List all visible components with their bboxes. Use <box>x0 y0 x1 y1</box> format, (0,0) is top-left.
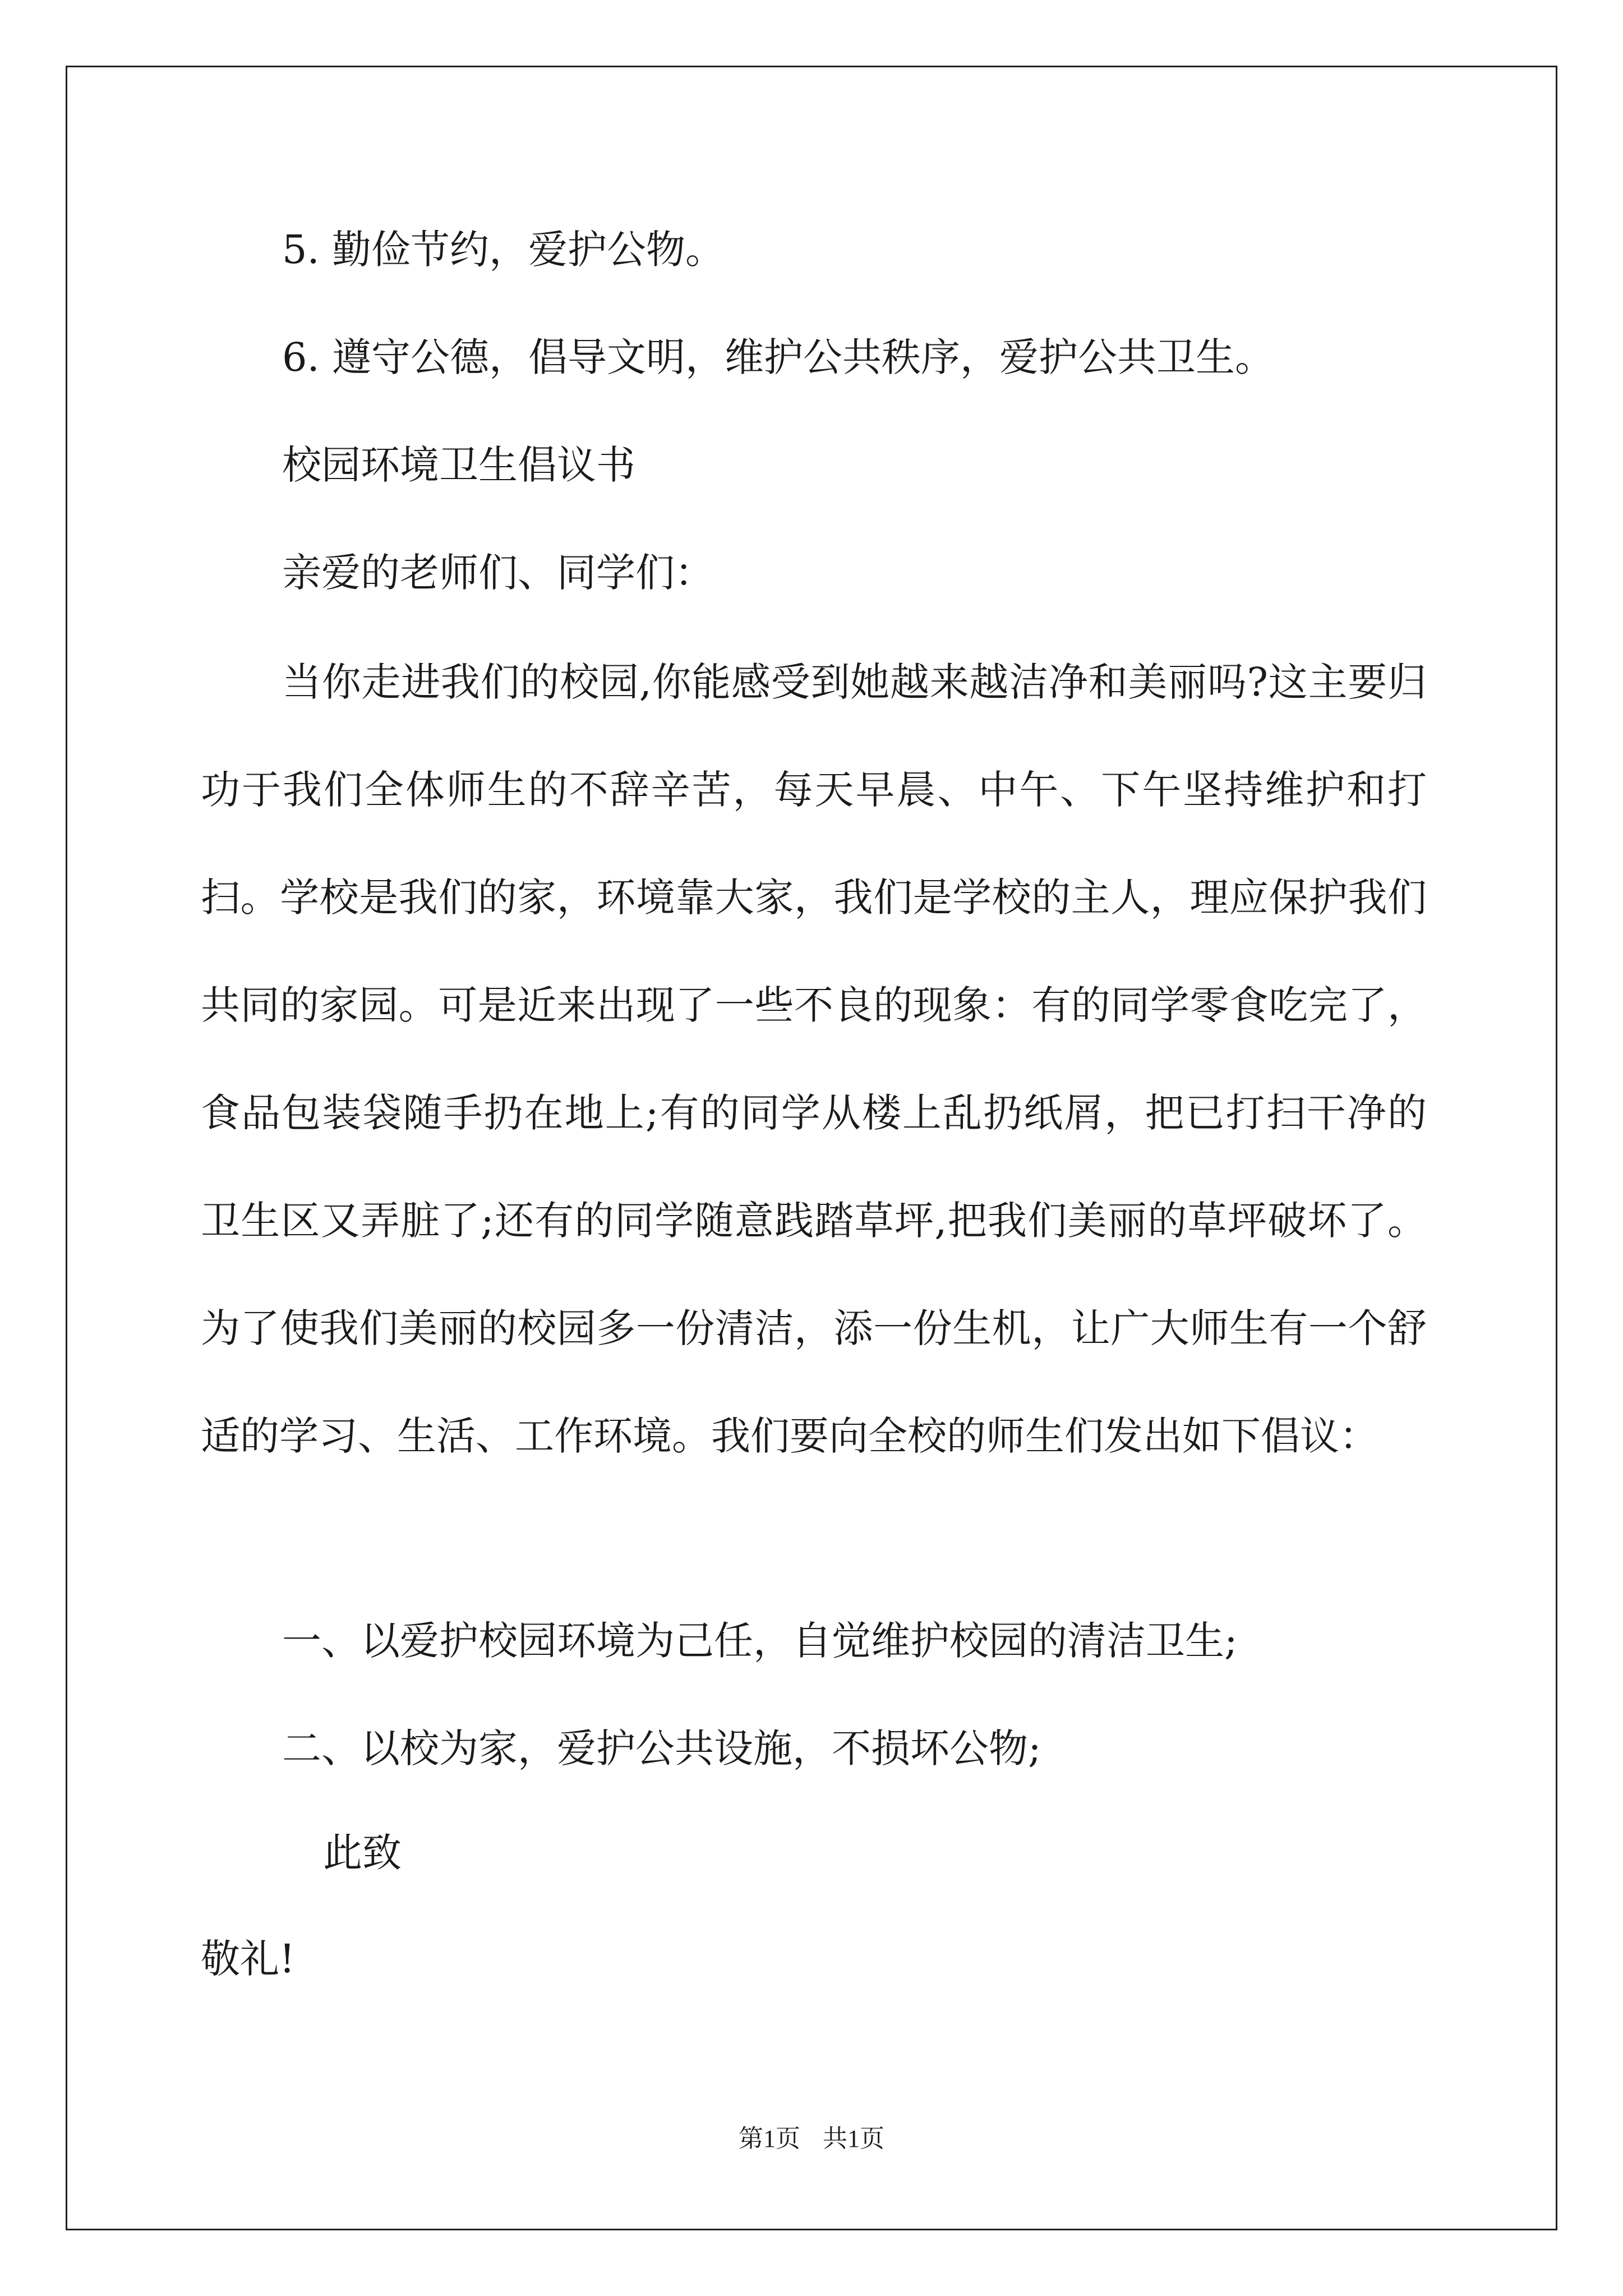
page-total: 共1页 <box>823 2125 884 2152</box>
regards: 敬礼! <box>201 1936 296 1982</box>
page-footer <box>0 2123 1623 2155</box>
closing: 此致 <box>323 1830 402 1876</box>
page-number: 第1页 <box>739 2125 800 2152</box>
proposal-2: 二、以校为家，爱护公共设施，不损坏公物; <box>282 1726 1041 1772</box>
list-item-5: 5. 勤俭节约，爱护公物。 <box>282 227 725 273</box>
proposal-1: 一、以爱护校园环境为己任，自觉维护校园的清洁卫生; <box>282 1618 1238 1664</box>
list-item-6: 6. 遵守公德，倡导文明，维护公共秩序，爱护公共卫生。 <box>282 334 1275 380</box>
body-paragraph: 当你走进我们的校园,你能感受到她越来越洁净和美丽吗?这主要归功于我们全体师生的不辞辛苦，每天早晨、中午、下午坚持维护和打扫。学校是我们的家，环境靠大家，我们是学校的主人，理应保护我们共同的家园。可是近来出现了一些不良的现象：有的同学零食吃完了，食品包装袋随手扔在地上;有的同学从楼上乱扔纸屑，把已打扫干净的卫生区又弄脏了;还有的同学随意践踏草坪,把我们美丽的草坪破坏了。为了使我们美丽的校园多一份清洁，添一份生机，让广大师生有一个舒适的学习、生活、工作环境。我们要向全校的师生们发出如下倡议： <box>201 659 1427 1459</box>
salutation: 亲爱的老师们、同学们： <box>282 550 714 596</box>
section-title: 校园环境卫生倡议书 <box>282 442 635 488</box>
